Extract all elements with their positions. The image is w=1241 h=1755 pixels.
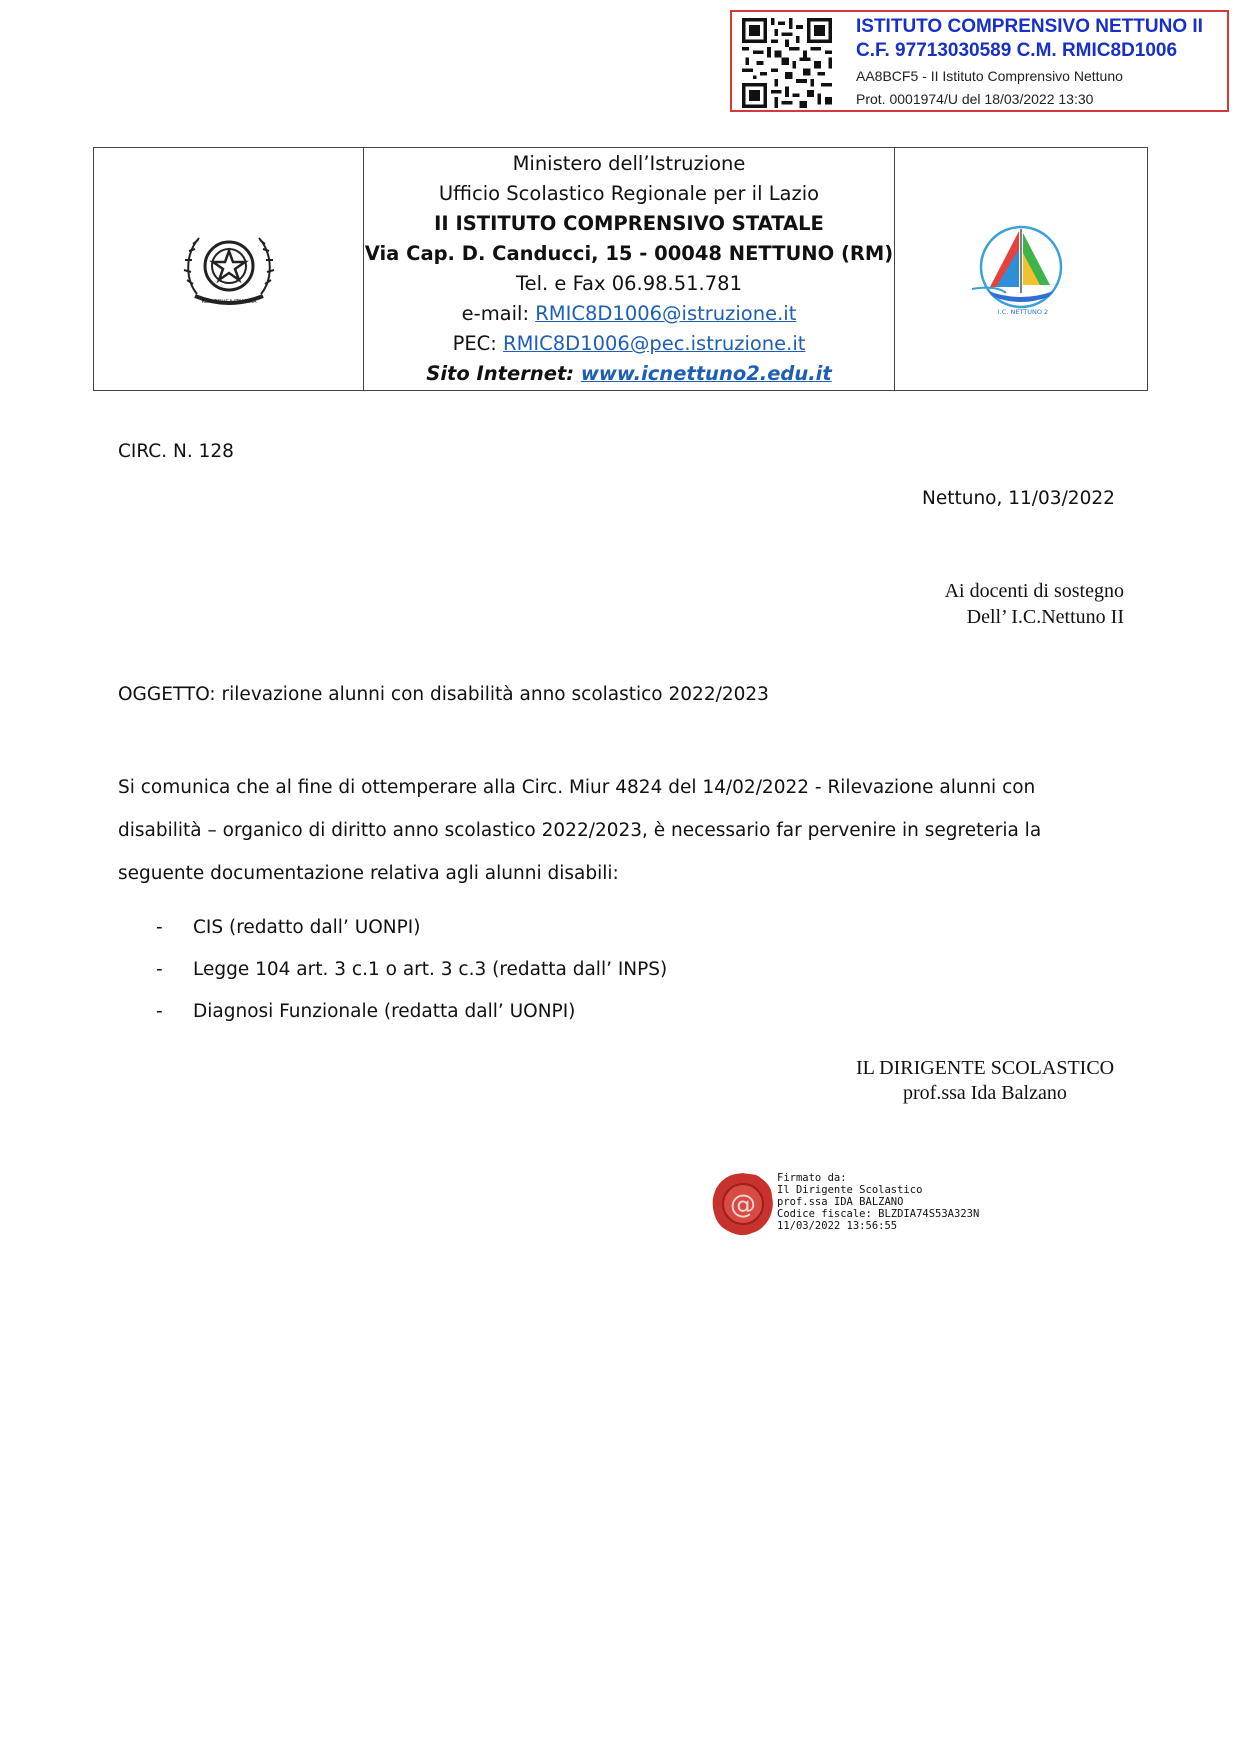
stamp-fiscal-code: C.F. 97713030589 C.M. RMIC8D1006	[856, 40, 1178, 61]
school-name: II ISTITUTO COMPRENSIVO STATALE	[434, 212, 824, 235]
website-label: Sito Internet:	[426, 362, 581, 385]
letter-subject: OGGETTO: rilevazione alunni con disabilità anno scolastico 2022/2023	[118, 684, 769, 705]
digital-signature-line: 11/03/2022 13:56:55	[777, 1220, 898, 1232]
bullet-dash: -	[156, 1001, 163, 1022]
digital-signature-line: Il Dirigente Scolastico	[777, 1184, 923, 1196]
digital-signature-line: Firmato da:	[777, 1172, 847, 1184]
school-phone: Tel. e Fax 06.98.51.781	[516, 272, 742, 295]
letterhead-right-cell	[895, 148, 1147, 390]
stamp-protocol-number: Prot. 0001974/U del 18/03/2022 13:30	[856, 91, 1094, 107]
protocol-stamp	[730, 10, 1229, 112]
letter-date: Nettuno, 11/03/2022	[922, 488, 1115, 509]
list-item-text: CIS (redatto dall’ UONPI)	[193, 917, 421, 938]
bullet-dash: -	[156, 959, 163, 980]
website-link[interactable]: www.icnettuno2.edu.it	[580, 362, 832, 385]
qr-code-icon	[742, 18, 832, 108]
digital-signature-line: Codice fiscale: BLZDIA74S53A323N	[777, 1208, 980, 1220]
ministry-name: Ministero dell’Istruzione	[512, 152, 746, 175]
body-line-1: Si comunica che al fine di ottemperare alla Circ. Miur 4824 del 14/02/2022 - Rilevazione alunni con	[118, 777, 1036, 798]
email-label: e-mail:	[461, 302, 536, 325]
svg-text:REPVBBLICA ITALIANA: REPVBBLICA ITALIANA	[200, 299, 257, 305]
bullet-dash: -	[156, 917, 163, 938]
recipient-line-1: Ai docenti di sostegno	[944, 580, 1124, 602]
email-line	[462, 299, 797, 329]
signatory-name: prof.ssa Ida Balzano	[903, 1082, 1067, 1104]
italian-republic-emblem-icon	[179, 224, 279, 314]
circular-number: CIRC. N. 128	[118, 441, 234, 462]
regional-office: Ufficio Scolastico Regionale per il Lazio	[438, 182, 820, 205]
logo-caption: I.C. NETTUNO 2	[997, 308, 1049, 316]
letterhead-table	[93, 147, 1148, 391]
digital-signature-line: prof.ssa IDA BALZANO	[777, 1196, 904, 1208]
body-line-3: seguente documentazione relativa agli alunni disabili:	[118, 863, 619, 884]
list-item-text: Legge 104 art. 3 c.1 o art. 3 c.3 (redatta dall’ INPS)	[193, 959, 668, 980]
list-item	[156, 959, 667, 980]
website-line	[426, 359, 831, 389]
signatory-title: IL DIRIGENTE SCOLASTICO	[856, 1057, 1115, 1079]
pec-link[interactable]: RMIC8D1006@pec.istruzione.it	[503, 332, 806, 355]
pec-label: PEC:	[452, 332, 504, 355]
letter-body	[118, 766, 1078, 895]
letterhead-left-cell	[94, 148, 364, 390]
school-sailboat-logo-icon	[966, 219, 1076, 319]
list-item-text: Diagnosi Funzionale (redatta dall’ UONPI)	[193, 1001, 576, 1022]
letterhead-center-cell	[364, 148, 895, 390]
list-item	[156, 1001, 575, 1022]
wax-seal-at-icon	[710, 1171, 776, 1237]
stamp-aoo: AA8BCF5 - II Istituto Comprensivo Nettuno	[856, 68, 1123, 84]
stamp-school-name: ISTITUTO COMPRENSIVO NETTUNO II	[856, 16, 1203, 37]
digital-signature-block	[777, 1172, 979, 1232]
email-link[interactable]: RMIC8D1006@istruzione.it	[535, 302, 797, 325]
school-address: Via Cap. D. Canducci, 15 - 00048 NETTUNO (RM)	[364, 242, 894, 265]
body-line-2: disabilità – organico di diritto anno scolastico 2022/2023, è necessario far pervenire in segreteria la	[118, 820, 1042, 841]
svg-text:@: @	[730, 1190, 756, 1220]
pec-line	[453, 329, 806, 359]
list-item	[156, 917, 420, 938]
recipient-line-2: Dell’ I.C.Nettuno II	[966, 606, 1124, 628]
